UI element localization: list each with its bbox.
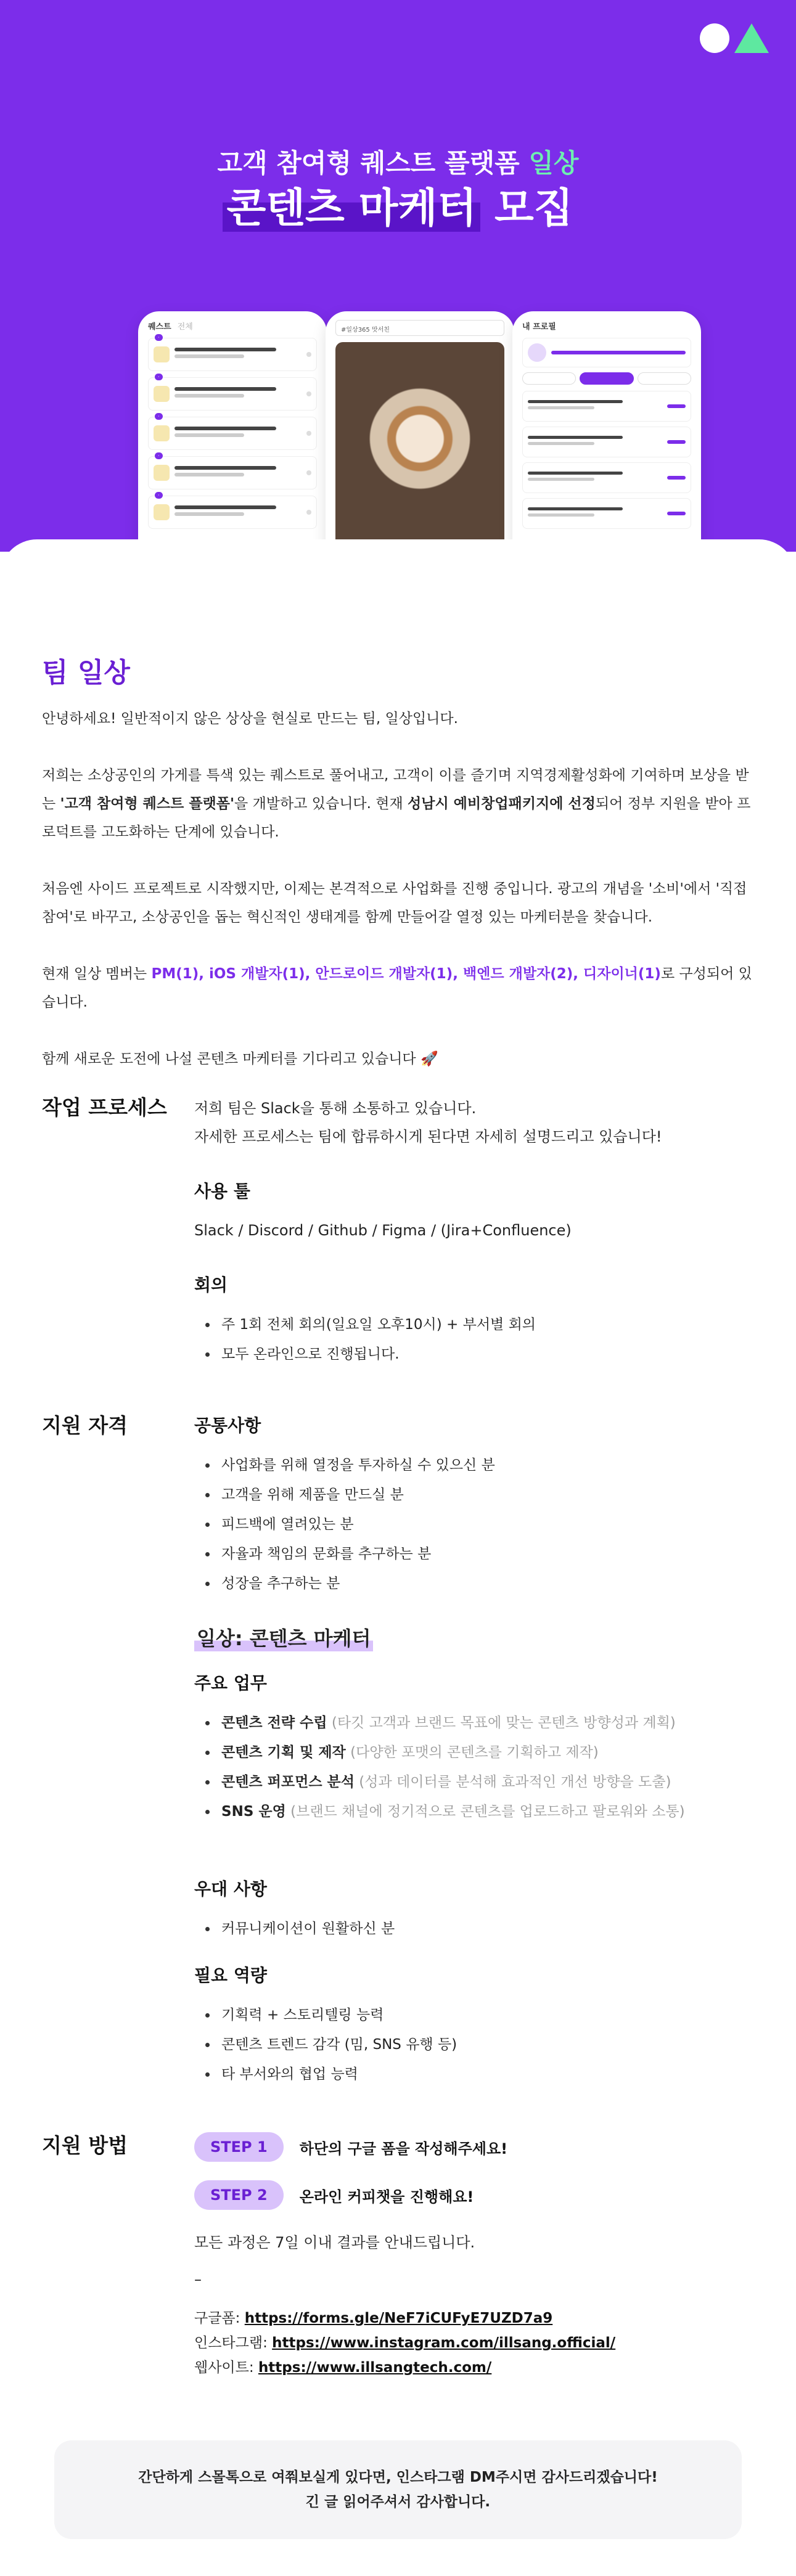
list-item: 타 부서와의 협업 능력 (194, 2059, 754, 2089)
post-content (0, 589, 796, 2539)
quest-card (148, 414, 317, 450)
team-title: 팀 일상 (42, 657, 130, 689)
logo-circle-icon (700, 23, 729, 53)
list-item: 고객을 위해 제품을 만드실 분 (194, 1480, 754, 1510)
quest-icon (154, 465, 170, 481)
phone-mockup-quest-list (138, 311, 327, 552)
phone-mockup-photo-feed (326, 311, 514, 552)
team-intro (42, 705, 754, 1073)
list-item: 기획력 + 스토리텔링 능력 (194, 2000, 754, 2030)
process-text: 자세한 프로세스는 팀에 합류하시게 된다면 자세히 설명드리고 있습니다! (194, 1128, 662, 1145)
quest-card (148, 493, 317, 529)
hero-title (223, 184, 573, 232)
section-label: 지원 자격 (42, 1413, 128, 1437)
quest-card (148, 374, 317, 411)
intro-paragraph: 현재 일상 멤버는 PM(1), iOS 개발자(1), 안드로이드 개발자(1), 백엔드 개발자(2), 디자이너(1)로 구성되어 있습니다. (42, 966, 752, 1010)
section-process (42, 1094, 754, 1369)
reward-row (522, 498, 691, 529)
quest-card (148, 335, 317, 371)
hero-subtitle (0, 143, 796, 180)
profile-card (522, 338, 691, 367)
quest-card (148, 453, 317, 489)
phone-tab-all: 전체 (177, 322, 193, 332)
hero-title-highlight: 콘텐츠 마케터 (223, 184, 480, 232)
step-badge: STEP 1 (194, 2132, 284, 2162)
hero-bottom-curve (0, 539, 796, 552)
link-instagram-row: 인스타그램: https://www.instagram.com/illsang.official/ (194, 2335, 616, 2351)
logo-triangle-icon (734, 23, 769, 53)
website-link[interactable]: https://www.illsangtech.com/ (258, 2360, 492, 2376)
quest-icon (154, 504, 170, 520)
quest-badge: · (155, 413, 163, 420)
quest-close-icon (306, 431, 311, 436)
instagram-link[interactable]: https://www.instagram.com/illsang.official/ (272, 2335, 616, 2351)
team-members: PM(1), iOS 개발자(1), 안드로이드 개발자(1), 백엔드 개발자(2), 디자이너(1) (151, 966, 661, 982)
phone-tab-quest: 퀘스트 (148, 322, 171, 332)
list-item: 피드백에 열려있는 분 (194, 1510, 754, 1539)
quest-badge: · (155, 374, 163, 380)
google-form-link[interactable]: https://forms.gle/NeF7iCUFyE7UZD7a9 (244, 2310, 553, 2326)
intro-paragraph: 저희는 소상공인의 가게를 특색 있는 퀘스트로 풀어내고, 고객이 이를 즐기며 지역경제활성화에 기여하며 보상을 받는 '고객 참여형 퀘스트 플랫폼'을 개발하고 있습니다. 현재 성남시 예비창업패키지에 선정되어 정부 지원을 받아 프로덕트를 고도화하는 단계에 있습니다. (42, 767, 751, 840)
divider-dash: – (194, 2271, 202, 2288)
list-item: 콘텐츠 퍼포먼스 분석 (성과 데이터를 분석해 효과적인 개선 방향을 도출) (194, 1767, 754, 1797)
pref-heading: 우대 사항 (194, 1879, 267, 1899)
closing-line: 긴 글 읽어주셔서 감사합니다. (305, 2494, 491, 2510)
list-item: 커뮤니케이션이 원활하신 분 (194, 1914, 754, 1944)
reward-points (667, 404, 686, 408)
list-item: 콘텐츠 기획 및 제작 (다양한 포맷의 콘텐츠를 기획하고 제작) (194, 1738, 754, 1767)
profile-tabs (522, 372, 691, 385)
section-apply (42, 2132, 754, 2380)
step-text: 온라인 커피챗을 진행해요! (299, 2188, 474, 2206)
step-text: 하단의 구글 폼을 작성해주세요! (299, 2140, 508, 2157)
role-heading: 일상: 콘텐츠 마케터 (194, 1623, 373, 1651)
quest-badge: · (155, 492, 163, 499)
intro-paragraph: 안녕하세요! 일반적이지 않은 상상을 현실로 만드는 팀, 일상입니다. (42, 711, 458, 727)
list-item: 모두 온라인으로 진행됩니다. (194, 1339, 754, 1369)
coffee-photo (335, 342, 504, 552)
common-heading: 공통사항 (194, 1415, 261, 1436)
list-item: 성장을 추구하는 분 (194, 1569, 754, 1598)
tools-heading: 사용 툴 (194, 1181, 250, 1201)
reward-points (667, 440, 686, 444)
brand-logo (700, 23, 769, 53)
hero-subtitle-accent: 일상 (528, 148, 579, 178)
level-progress-bar (551, 351, 686, 354)
closing-message-box (54, 2440, 742, 2539)
tools-list: Slack / Discord / Github / Figma / (Jira+Confluence) (194, 1222, 572, 1239)
result-notice: 모든 과정은 7일 이내 결과를 안내드립니다. (194, 2234, 475, 2251)
list-item: SNS 운영 (브랜드 채널에 정기적으로 콘텐츠를 업로드하고 팔로워와 소통) (194, 1797, 754, 1826)
intro-paragraph: 처음엔 사이드 프로젝트로 시작했지만, 이제는 본격적으로 사업화를 진행 중입니다. 광고의 개념을 '소비'에서 '직접 참여'로 바꾸고, 소상공인을 돕는 혁신적인 생태계를 함께 만들어갈 열정 있는 마케터분을 찾습니다. (42, 881, 747, 925)
intro-paragraph: 함께 새로운 도전에 나설 콘텐츠 마케터를 기다리고 있습니다 🚀 (42, 1051, 438, 1067)
avatar (528, 343, 546, 362)
apply-step (194, 2132, 754, 2162)
hero-title-rest: 모집 (480, 184, 573, 232)
list-item: 콘텐츠 전략 수립 (타깃 고객과 브랜드 목표에 맞는 콘텐츠 방향성과 계획) (194, 1708, 754, 1738)
quest-icon (154, 425, 170, 441)
section-label: 작업 프로세스 (42, 1095, 167, 1119)
apply-step (194, 2180, 754, 2210)
reward-points (667, 512, 686, 515)
quest-icon (154, 386, 170, 402)
reward-points (667, 476, 686, 480)
phone-mockup-profile (512, 311, 701, 552)
section-label: 지원 방법 (42, 2133, 128, 2157)
link-google-form-row: 구글폼: https://forms.gle/NeF7iCUFyE7UZD7a9 (194, 2310, 553, 2326)
quest-close-icon (306, 470, 311, 475)
req-heading: 필요 역량 (194, 1965, 267, 1985)
phone-profile-header: 내 프로필 (522, 322, 556, 332)
hero-subtitle-text: 고객 참여형 퀘스트 플랫폼 (217, 148, 529, 178)
phone-search-field: #일상365 맛서친 (335, 320, 504, 336)
list-item: 사업화를 위해 열정을 투자하실 수 있으신 분 (194, 1450, 754, 1480)
step-badge: STEP 2 (194, 2180, 284, 2210)
meeting-heading: 회의 (194, 1275, 228, 1295)
quest-icon (154, 346, 170, 362)
hero-banner (0, 0, 796, 552)
list-item: 주 1회 전체 회의(일요일 오후10시) + 부서별 회의 (194, 1310, 754, 1339)
quest-badge: · (155, 452, 163, 459)
reward-row (522, 462, 691, 493)
duties-heading: 주요 업무 (194, 1673, 267, 1693)
reward-row (522, 427, 691, 457)
section-qualification (42, 1412, 754, 2089)
quest-badge: · (155, 334, 163, 341)
reward-row (522, 391, 691, 422)
quest-close-icon (306, 510, 311, 515)
quest-close-icon (306, 352, 311, 357)
list-item: 자율과 책임의 문화를 추구하는 분 (194, 1539, 754, 1569)
quest-close-icon (306, 391, 311, 396)
link-website-row: 웹사이트: https://www.illsangtech.com/ (194, 2360, 492, 2376)
process-text: 저희 팀은 Slack을 통해 소통하고 있습니다. (194, 1100, 477, 1117)
list-item: 콘텐츠 트렌드 감각 (밈, SNS 유행 등) (194, 2030, 754, 2059)
closing-line: 간단하게 스몰톡으로 여쭤보실게 있다면, 인스타그램 DM주시면 감사드리겠습니다! (138, 2469, 658, 2485)
